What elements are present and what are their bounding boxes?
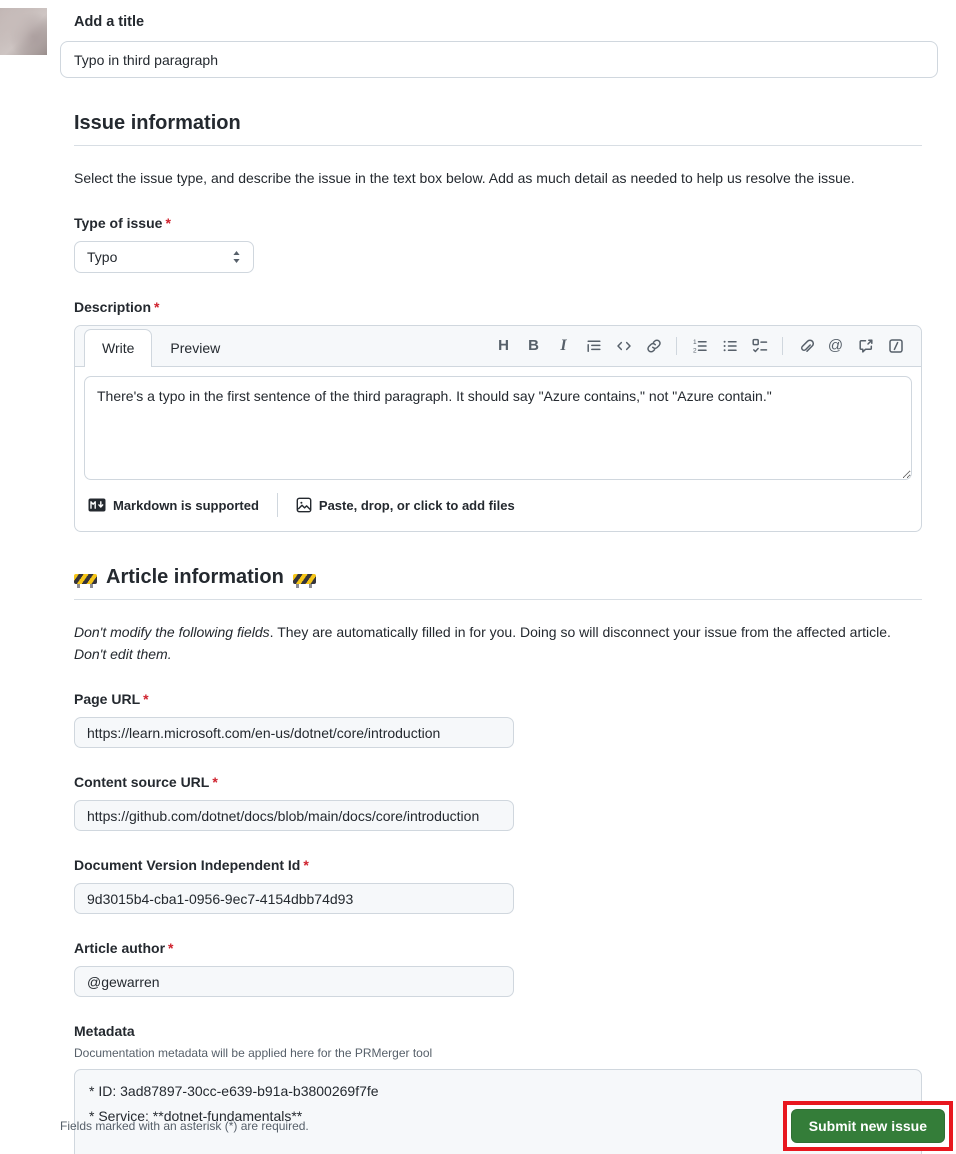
required-asterisk: * bbox=[212, 774, 218, 791]
article-author-label: Article author * bbox=[74, 940, 174, 957]
construction-barrier-icon bbox=[293, 574, 316, 584]
cross-reference-icon[interactable] bbox=[854, 334, 877, 357]
page-url-input[interactable] bbox=[74, 717, 514, 748]
do-not-modify-note: Don't modify the following fields. They are automatically filled in for you. Doing so will disconnect your issue from the affected article. Don't edit them. bbox=[74, 624, 891, 662]
document-version-id-label: Document Version Independent Id * bbox=[74, 857, 309, 874]
required-asterisk: * bbox=[143, 691, 149, 708]
page-url-label: Page URL * bbox=[74, 691, 149, 708]
markdown-icon bbox=[88, 498, 106, 512]
red-annotation-box bbox=[783, 1101, 953, 1151]
type-of-issue-select[interactable] bbox=[74, 241, 254, 273]
required-asterisk: * bbox=[165, 215, 171, 231]
title-section bbox=[0, 0, 956, 78]
article-information-heading-text: Article information bbox=[106, 566, 284, 588]
toolbar-divider bbox=[676, 337, 677, 355]
paste-files-button[interactable] bbox=[284, 497, 527, 513]
tab-preview[interactable]: Preview bbox=[170, 340, 221, 356]
content-source-url-label: Content source URL * bbox=[74, 774, 218, 791]
toolbar-divider bbox=[782, 337, 783, 355]
form-content bbox=[0, 112, 956, 1154]
description-label: Description * bbox=[74, 299, 160, 315]
code-icon[interactable] bbox=[612, 334, 635, 357]
submit-new-issue-button[interactable]: Submit new issue bbox=[791, 1109, 945, 1143]
required-asterisk: * bbox=[303, 857, 309, 874]
bold-icon[interactable]: B bbox=[528, 337, 539, 354]
article-author-input[interactable] bbox=[74, 966, 514, 997]
description-editor bbox=[74, 325, 922, 532]
numbered-list-icon[interactable] bbox=[688, 334, 711, 357]
updown-caret-icon bbox=[232, 250, 241, 264]
paperclip-icon[interactable] bbox=[794, 334, 817, 357]
hint-divider bbox=[277, 493, 278, 517]
paste-hint-text: Paste, drop, or click to add files bbox=[318, 497, 515, 513]
italic-icon[interactable]: I bbox=[560, 336, 567, 354]
image-icon bbox=[296, 497, 312, 513]
markdown-hint-text: Markdown is supported bbox=[113, 497, 259, 513]
task-list-icon[interactable] bbox=[748, 334, 771, 357]
metadata-caption: Documentation metadata will be applied here for the PRMerger tool bbox=[74, 1046, 433, 1061]
svg-text:1: 1 bbox=[692, 338, 697, 346]
document-version-id-input[interactable] bbox=[74, 883, 514, 914]
issue-information-heading-text: Issue information bbox=[74, 112, 241, 134]
mention-icon[interactable]: @ bbox=[827, 337, 844, 354]
metadata-label: Metadata bbox=[74, 1023, 135, 1040]
tab-write[interactable]: Write bbox=[84, 329, 152, 367]
heading-icon[interactable]: H bbox=[498, 337, 509, 354]
markdown-supported-hint[interactable] bbox=[84, 498, 271, 513]
article-information-heading bbox=[74, 566, 922, 600]
link-icon[interactable] bbox=[642, 334, 665, 357]
slash-command-icon[interactable] bbox=[884, 334, 907, 357]
description-textarea[interactable] bbox=[84, 376, 912, 480]
title-label: Add a title bbox=[74, 14, 145, 30]
quote-icon[interactable] bbox=[582, 334, 605, 357]
issue-information-heading bbox=[74, 112, 922, 146]
svg-text:2: 2 bbox=[692, 347, 697, 354]
construction-barrier-icon bbox=[74, 574, 97, 584]
required-fields-note: Fields marked with an asterisk (*) are required. bbox=[60, 1119, 309, 1133]
issue-information-description: Select the issue type, and describe the issue in the text box below. Add as much detail as needed to help us resolve the issue. bbox=[74, 170, 855, 186]
form-footer bbox=[0, 1101, 956, 1151]
editor-tab-bar bbox=[75, 326, 921, 367]
title-input[interactable] bbox=[60, 41, 938, 78]
bullet-list-icon[interactable] bbox=[718, 334, 741, 357]
type-of-issue-label: Type of issue * bbox=[74, 215, 171, 231]
content-source-url-input[interactable] bbox=[74, 800, 514, 831]
user-avatar bbox=[0, 8, 47, 55]
required-asterisk: * bbox=[154, 299, 160, 315]
editor-toolbar bbox=[492, 334, 921, 366]
type-of-issue-value: Typo bbox=[87, 249, 118, 265]
required-asterisk: * bbox=[168, 940, 174, 957]
